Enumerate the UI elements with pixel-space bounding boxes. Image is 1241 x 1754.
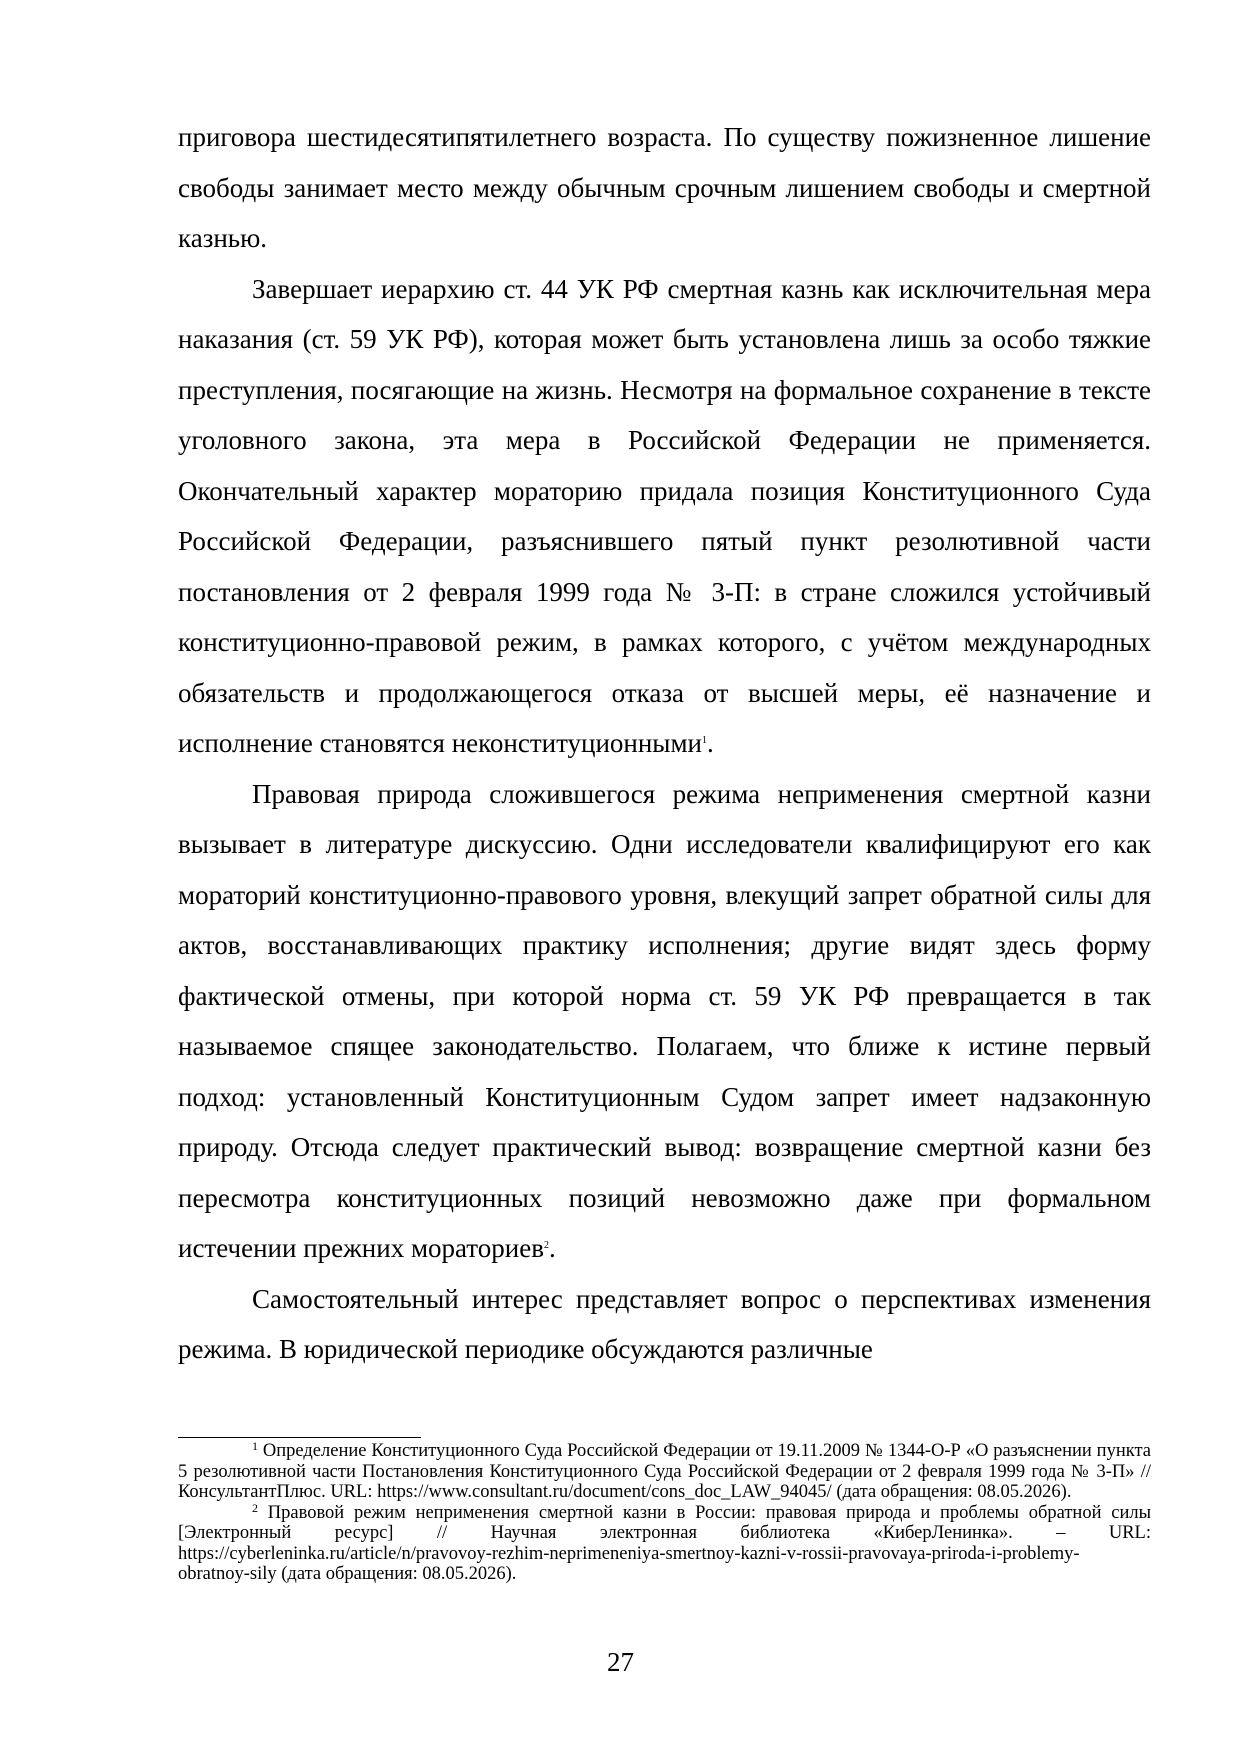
paragraph-2-text: Завершает иерархию ст. 44 УК РФ смертная казнь как исключительная мера наказания (ст. 59 УК РФ), которая может быть установлена лишь за особо тяжкие преступления, посягающие на жизнь. Несмотря на формальное сохранение в тексте уголовного закона, эта мера в Российской Федерации не применяется. Окончательный характер мораторию придала позиция Конституционного Суда Российской Федерации, разъяснившего пятый пункт резолютивной части постановления от 2 февраля 1999 года № 3-П: в стране сложился устойчивый конституционно-правовой режим, в рамках которого, с учётом международных обязательств и продолжающегося отказа от высшей меры, её назначение и исполнение становятся неконституционными (178, 273, 1151, 758)
paragraph-4-text: Самостоятельный интерес представляет вопрос о перспективах изменения режима. В юридической периодике обсуждаются различные (178, 1283, 1151, 1364)
footnote-ref-1[interactable]: 1 (701, 735, 707, 746)
footnote-ref-2[interactable]: 2 (543, 1240, 549, 1251)
sentence-end: . (706, 728, 714, 758)
page-number: 27 (607, 1647, 634, 1677)
footnote-1-text: Определение Конституционного Суда Российской Федерации от 19.11.2009 № 1344-О-Р «О разъяснении пункта 5 резолютивной части Постановления Конституционного Суда Российской Федерации от 2 февраля 1999 года № 3-П» // КонсультантПлюс. URL: https://www.consultant.ru/document/cons_doc_LAW_94045/ (дата обращения: 08.05.2026). (178, 1441, 1152, 1502)
footnote-2 (178, 1500, 1152, 1585)
paragraph-2 (178, 264, 1151, 769)
footnote-2-number: 2 (252, 1500, 258, 1515)
sentence-end: . (548, 1233, 556, 1263)
footnotes (178, 1441, 1151, 1585)
body-text (178, 112, 1151, 1375)
paragraph-3 (178, 769, 1151, 1274)
footnote-1-number: 1 (252, 1439, 258, 1453)
paragraph-1-text: приговора шестидесятипятилетнего возраста. По существу пожизненное лишение свободы занимает место между обычным срочным лишением свободы и смертной казнью. (178, 122, 1151, 253)
paragraph-3-text: Правовая природа сложившегося режима неприменения смертной казни вызывает в литературе дискуссию. Одни исследователи квалифицируют его как мораторий конституционно-правового уровня, влекущий запрет обратной силы для актов, восстанавливающих практику исполнения; другие видят здесь форму фактической отмены, при которой норма ст. 59 УК РФ превращается в так называемое спящее законодательство. Полагаем, что ближе к истине первый подход: установленный Конституционным Судом запрет имеет надзаконную природу. Отсюда следует практический вывод: возвращение смертной казни без пересмотра конституционных позиций невозможно даже при формальном истечении прежних мораториев (178, 778, 1151, 1263)
paragraph-1 (178, 112, 1151, 264)
footnote-1 (178, 1441, 1151, 1503)
paragraph-4 (178, 1274, 1151, 1375)
footnote-2-text: Правовой режим неприменения смертной казни в России: правовая природа и проблемы обратной силы [Электронный ресурс] // Научная электронная библиотека «КиберЛенинка». – URL: https://cyberleninka.ru/article/n/pravovoy-rezhim-neprimeneniya-smertnoy-kazni-v-rossii-pravovaya-priroda-i-problemy-obratnoy-sily (дата обращения: 08.05.2026). (178, 1502, 1152, 1584)
footnote-separator (178, 1437, 421, 1438)
